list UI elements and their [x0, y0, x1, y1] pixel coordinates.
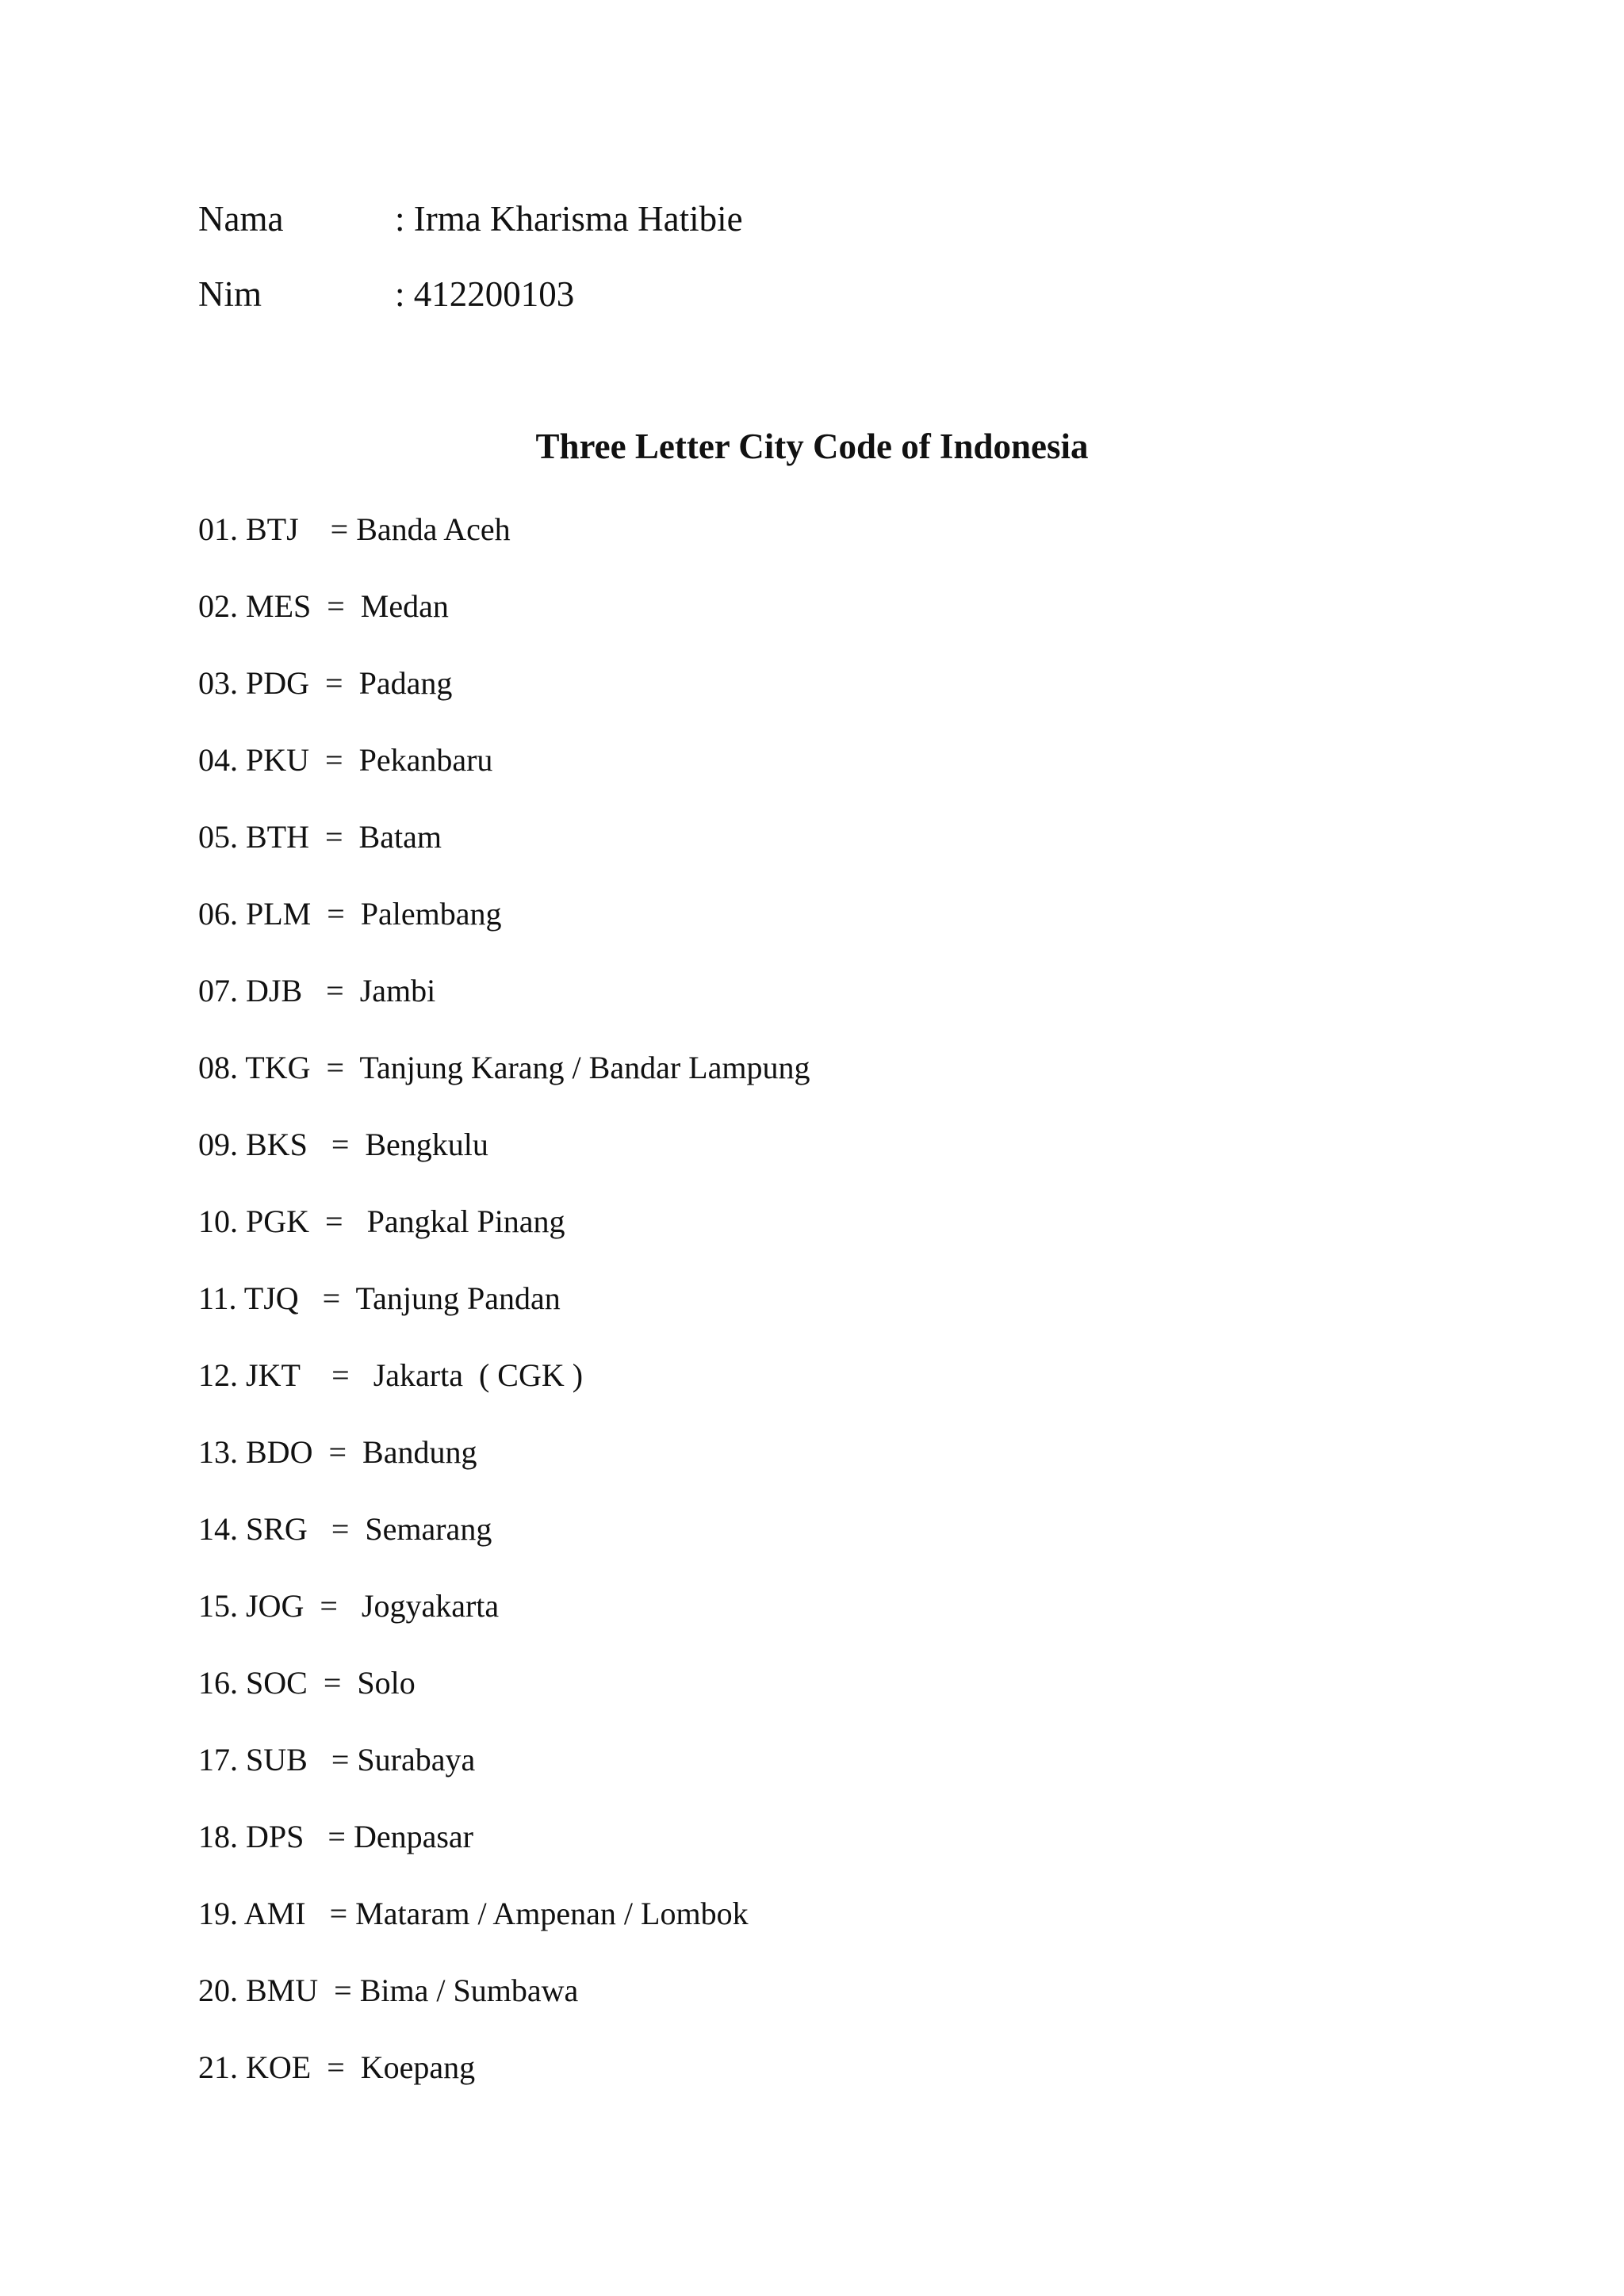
list-item: 19. AMI = Mataram / Ampenan / Lombok — [198, 1896, 749, 1931]
list-item: 05. BTH = Batam — [198, 819, 442, 855]
list-item: 01. BTJ = Banda Aceh — [198, 511, 511, 547]
name-row — [198, 197, 743, 241]
nim-label: Nim — [198, 274, 262, 314]
list-item: 20. BMU = Bima / Sumbawa — [198, 1973, 579, 2008]
list-item: 03. PDG = Padang — [198, 665, 453, 701]
list-item: 07. DJB = Jambi — [198, 973, 436, 1008]
list-item: 04. PKU = Pekanbaru — [198, 742, 493, 778]
list-item: 02. MES = Medan — [198, 588, 449, 624]
list-item: 12. JKT = Jakarta ( CGK ) — [198, 1357, 584, 1393]
list-item: 06. PLM = Palembang — [198, 896, 502, 932]
nim-row — [198, 272, 574, 316]
nim-value: : 412200103 — [395, 274, 575, 314]
name-label: Nama — [198, 199, 284, 239]
list-item: 15. JOG = Jogyakarta — [198, 1588, 500, 1624]
list-item: 10. PGK = Pangkal Pinang — [198, 1203, 565, 1239]
list-item: 09. BKS = Bengkulu — [198, 1127, 488, 1162]
document-title: Three Letter City Code of Indonesia — [535, 427, 1089, 466]
list-item: 14. SRG = Semarang — [198, 1511, 492, 1547]
name-value: : Irma Kharisma Hatibie — [395, 199, 743, 239]
list-item: 08. TKG = Tanjung Karang / Bandar Lampung — [198, 1050, 810, 1085]
list-item: 21. KOE = Koepang — [198, 2049, 476, 2085]
list-item: 13. BDO = Bandung — [198, 1434, 477, 1470]
list-item: 18. DPS = Denpasar — [198, 1819, 473, 1854]
list-item: 11. TJQ = Tanjung Pandan — [198, 1280, 561, 1316]
city-code-list — [198, 507, 810, 2122]
list-item: 17. SUB = Surabaya — [198, 1742, 476, 1777]
list-item: 16. SOC = Solo — [198, 1665, 416, 1701]
